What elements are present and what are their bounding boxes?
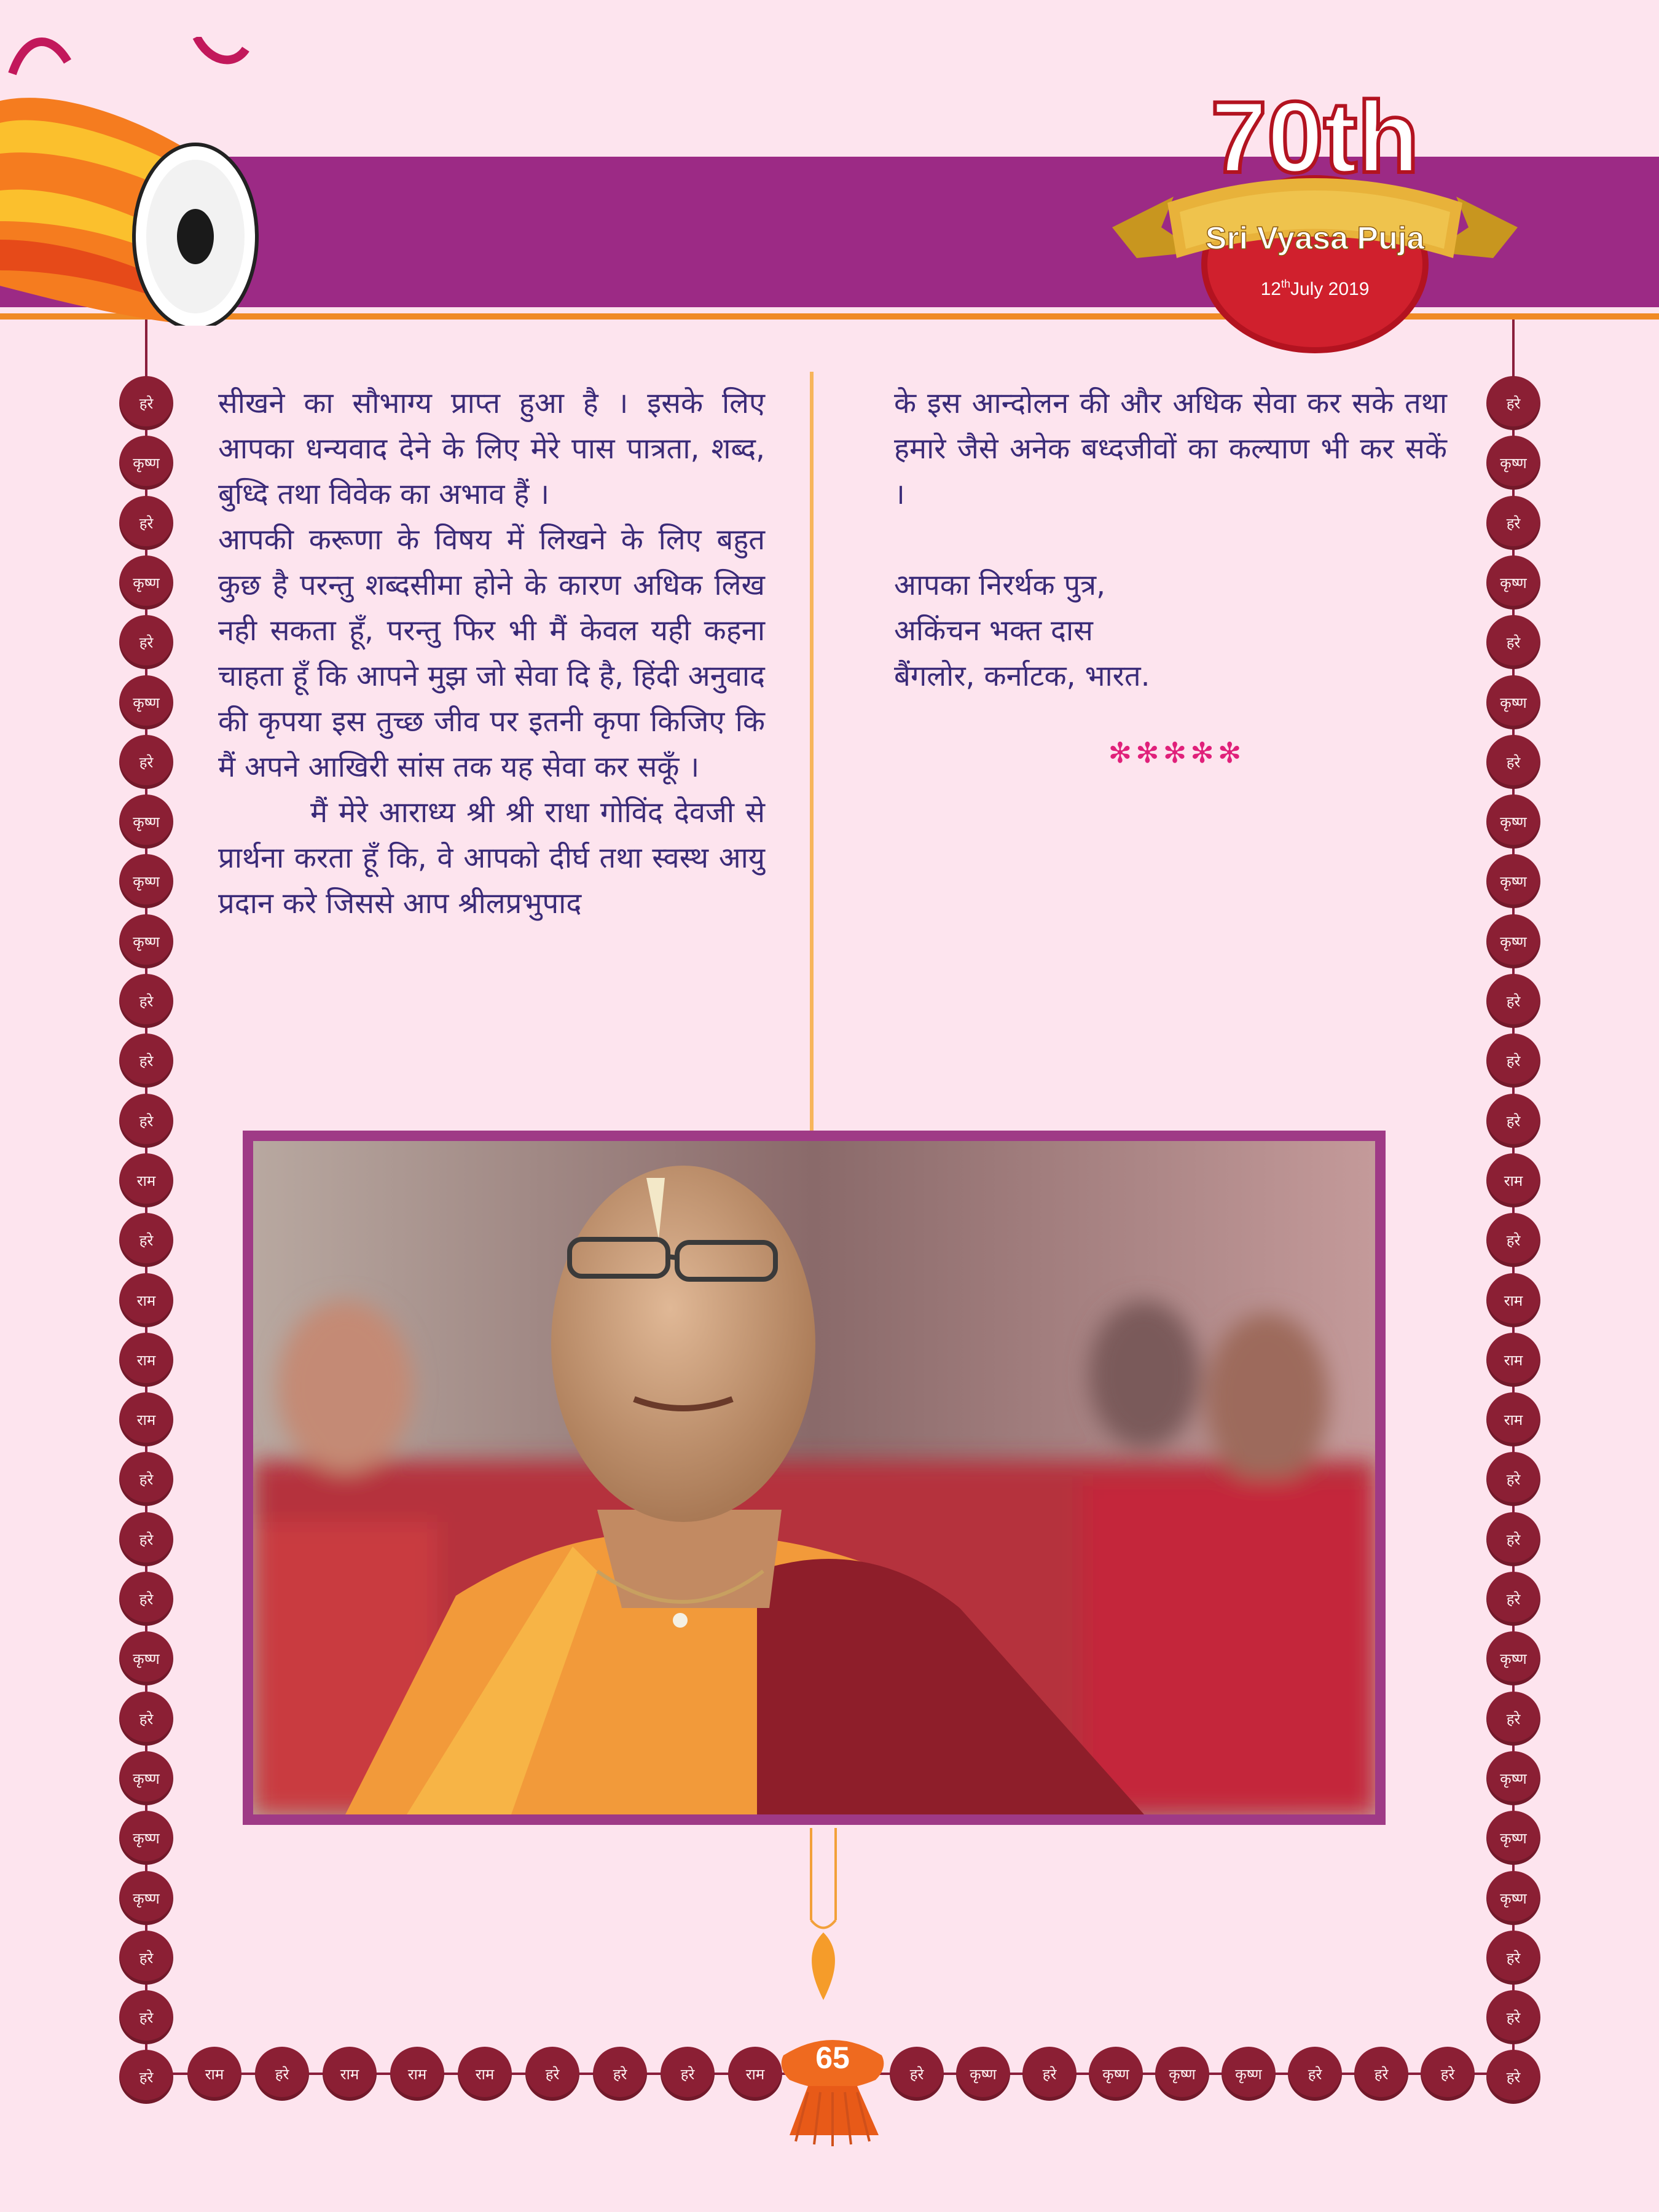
signature-line-1: आपका निरर्थक पुत्र,	[894, 568, 1106, 602]
mala-bead: हरे	[1486, 1931, 1540, 1985]
mala-bead: राम	[119, 1333, 173, 1387]
left-paragraph-3: मैं मेरे आराध्य श्री श्री राधा गोविंद देवजी से प्रार्थना करता हूँ कि, वे आपको दीर्घ तथा स्वस्थ आयु प्रदान करे जिससे आप श्रीलप्रभुपाद	[218, 796, 765, 920]
mala-bead: हरे	[661, 2047, 715, 2101]
mala-bead: राम	[1486, 1392, 1540, 1446]
mala-bead: हरे	[525, 2047, 579, 2101]
column-divider	[810, 372, 814, 1140]
mala-bead: राम	[390, 2047, 444, 2101]
badge-title: Sri Vyasa Puja	[1205, 221, 1425, 256]
page-number: 65	[815, 2041, 850, 2075]
mala-bead: राम	[119, 1273, 173, 1327]
mala-bead: राम	[323, 2047, 377, 2101]
badge-number: 70th	[1210, 86, 1419, 194]
portrait-photo	[253, 1141, 1375, 1814]
mala-bead: हरे	[119, 1094, 173, 1148]
left-text-column	[218, 381, 765, 927]
mala-bead: हरे	[1421, 2047, 1475, 2101]
mala-bead: कृष्ण	[1486, 555, 1540, 610]
mala-bead: कृष्ण	[119, 675, 173, 729]
mala-bead: राम	[187, 2047, 241, 2101]
mala-bead: कृष्ण	[119, 914, 173, 968]
mala-bead: कृष्ण	[1486, 854, 1540, 908]
mala-bead: हरे	[119, 376, 173, 430]
mala-bead: हरे	[890, 2047, 944, 2101]
pendant-ornament	[805, 1828, 842, 2006]
mala-bead: कृष्ण	[119, 1751, 173, 1805]
badge-date: 12thJuly 2019	[1260, 278, 1370, 299]
mridanga-drum-illustration	[0, 37, 264, 326]
mala-bead: हरे	[1486, 1572, 1540, 1626]
mala-bead: हरे	[119, 735, 173, 789]
mala-bead: कृष्ण	[1486, 1751, 1540, 1805]
mala-bead: राम	[728, 2047, 782, 2101]
mala-bead: कृष्ण	[1486, 794, 1540, 849]
mala-bead: कृष्ण	[119, 854, 173, 908]
left-paragraph-1: सीखने का सौभाग्य प्राप्त हुआ है । इसके लिए आपका धन्यवाद देने के लिए मेरे पास पात्रता, शब्द, बुध्दि तथा विवेक का अभाव हैं ।	[218, 386, 765, 511]
mala-bead: हरे	[119, 974, 173, 1028]
mala-bead: हरे	[1486, 1990, 1540, 2044]
mala-bead: कृष्ण	[1486, 675, 1540, 729]
mala-bead: हरे	[119, 1692, 173, 1746]
mala-bead: हरे	[1288, 2047, 1342, 2101]
mala-bead: हरे	[593, 2047, 647, 2101]
mala-bead: राम	[458, 2047, 512, 2101]
mala-bead: कृष्ण	[1486, 436, 1540, 490]
mala-bead: हरे	[255, 2047, 309, 2101]
mala-bead: राम	[1486, 1333, 1540, 1387]
mala-bead: हरे	[1486, 1692, 1540, 1746]
mala-bead: हरे	[119, 615, 173, 669]
mala-bead: हरे	[119, 2050, 173, 2104]
mala-bead: हरे	[1486, 735, 1540, 789]
mala-bead: हरे	[119, 1990, 173, 2044]
mala-bead: कृष्ण	[119, 794, 173, 849]
mala-bead: हरे	[1486, 1213, 1540, 1267]
mala-bead: हरे	[1486, 2050, 1540, 2104]
mala-bead: हरे	[119, 1931, 173, 1985]
mala-bead: राम	[1486, 1153, 1540, 1207]
signature-line-3: बैंगलोर, कर्नाटक, भारत.	[894, 659, 1150, 693]
mala-bead: हरे	[1486, 615, 1540, 669]
mala-bead: कृष्ण	[119, 1871, 173, 1925]
mala-bead: हरे	[1486, 974, 1540, 1028]
signature-line-2: अकिंचन भक्त दास	[894, 614, 1093, 648]
anniversary-badge	[1100, 86, 1530, 356]
mala-bead: हरे	[1486, 496, 1540, 550]
mala-bead: राम	[119, 1392, 173, 1446]
mala-bead: कृष्ण	[1486, 1811, 1540, 1865]
right-paragraph-1: के इस आन्दोलन की और अधिक सेवा कर सके तथा हमारे जैसे अनेक बध्दजीवों का कल्याण भी कर सकें ।	[894, 386, 1447, 511]
mala-bead: कृष्ण	[1222, 2047, 1276, 2101]
mala-bead: कृष्ण	[1155, 2047, 1209, 2101]
mala-bead: कृष्ण	[1486, 1631, 1540, 1685]
mala-bead: हरे	[119, 1033, 173, 1088]
mala-bead: हरे	[1022, 2047, 1077, 2101]
mala-bead: कृष्ण	[119, 1811, 173, 1865]
mala-bead: कृष्ण	[119, 436, 173, 490]
mala-bead: कृष्ण	[119, 1631, 173, 1685]
mala-bead: कृष्ण	[119, 555, 173, 610]
mala-bead: हरे	[119, 496, 173, 550]
mala-bead: हरे	[1486, 1094, 1540, 1148]
right-text-column	[894, 381, 1447, 769]
mala-bead: हरे	[119, 1452, 173, 1506]
left-paragraph-2: आपकी करूणा के विषय में लिखने के लिए बहुत कुछ है परन्तु शब्दसीमा होने के कारण अधिक लिख नही सकता हूँ, परन्तु फिर भी मैं केवल यही कहना चाहता हूँ कि आपने मुझ जो सेवा दि है, हिंदी अनुवाद की कृपया इस तुच्छ जीव पर इतनी कृपा किजिए कि मैं अपने आखिरी सांस तक यह सेवा कर सकूँ ।	[218, 523, 765, 784]
decorative-stars: ✻✻✻✻✻	[1108, 736, 1245, 769]
mala-bead: कृष्ण	[956, 2047, 1010, 2101]
mala-bead: हरे	[119, 1512, 173, 1566]
mala-bead: हरे	[1354, 2047, 1408, 2101]
mala-bead: हरे	[119, 1572, 173, 1626]
mala-bead: हरे	[1486, 1033, 1540, 1088]
mala-bead: राम	[119, 1153, 173, 1207]
mala-bead: राम	[1486, 1273, 1540, 1327]
mala-bead: हरे	[1486, 1512, 1540, 1566]
mala-bead: कृष्ण	[1486, 914, 1540, 968]
mala-bead: कृष्ण	[1089, 2047, 1143, 2101]
mala-bead: हरे	[1486, 1452, 1540, 1506]
mala-bead: हरे	[1486, 376, 1540, 430]
mala-bead: कृष्ण	[1486, 1871, 1540, 1925]
mala-bead: हरे	[119, 1213, 173, 1267]
